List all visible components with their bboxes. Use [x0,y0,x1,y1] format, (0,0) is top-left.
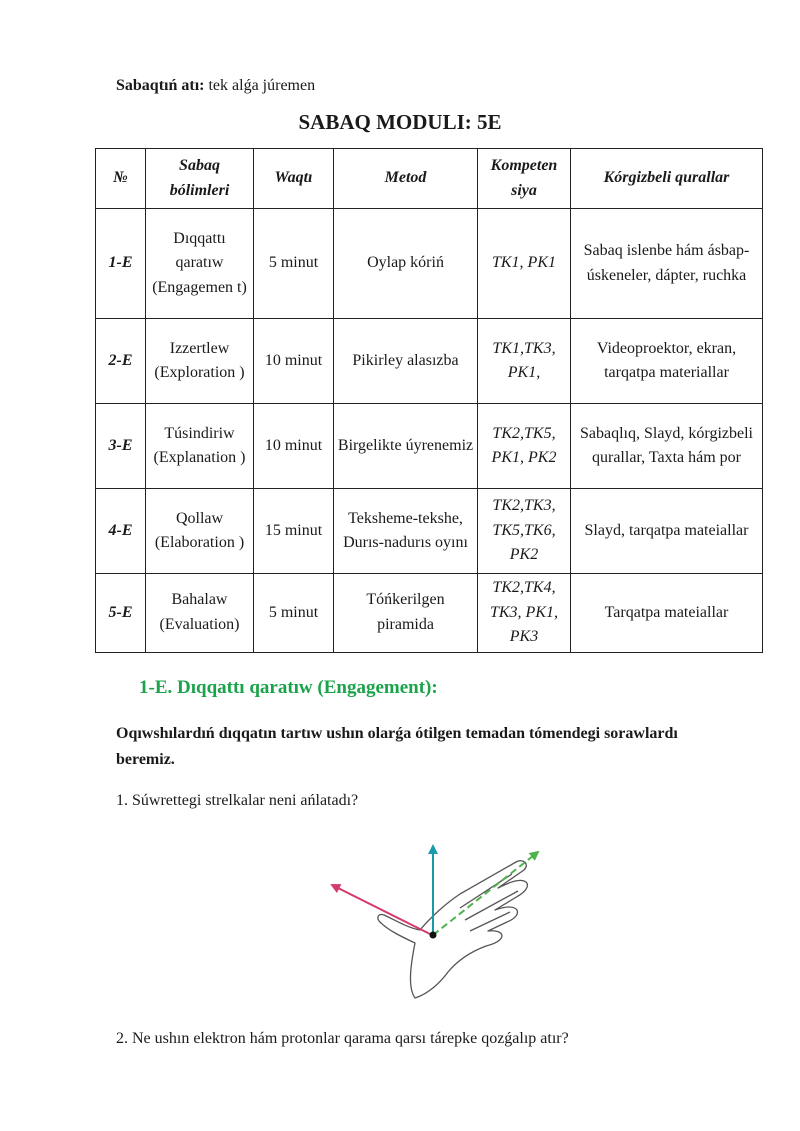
header-competency: Kompeten siya [478,149,571,209]
header-stages: Sabaq bólimleri [146,149,254,209]
lesson-name-label: Sabaqtıń atı: [116,77,205,94]
force-arrow [332,885,432,935]
question-1: 1. Súwrettegi strelkalar neni ańlatadı? [116,792,359,809]
lesson-name [116,77,315,95]
charge-point [430,932,437,939]
row-time: 10 minut [254,404,334,489]
table-row [96,209,763,319]
row-code: 2-E [96,319,146,404]
row-competency: TK2,TK3, TK5,TK6, PK2 [478,489,571,574]
header-materials: Kórgizbeli qurallar [571,149,763,209]
row-competency: TK2,TK4, TK3, PK1, PK3 [478,574,571,653]
row-materials: Sabaqlıq, Slayd, kórgizbeli qurallar, Taxta hám por [571,404,763,489]
row-method: Oylap kóriń [334,209,478,319]
left-hand-rule-illustration [320,838,550,1008]
row-code: 3-E [96,404,146,489]
row-time: 5 minut [254,209,334,319]
row-stage: Dıqqattı qaratıw (Engagemen t) [146,209,254,319]
row-method: Tóńkerilgen piramida [334,574,478,653]
row-time: 10 minut [254,319,334,404]
row-code: 4-E [96,489,146,574]
row-method: Birgelikte úyrenemiz [334,404,478,489]
module-title: SABAQ MODULI: 5E [298,110,502,134]
table-header-row [96,149,763,209]
row-time: 15 minut [254,489,334,574]
row-stage: Bahalaw (Evaluation) [146,574,254,653]
row-stage: Qollaw (Elaboration ) [146,489,254,574]
hand-outline [378,861,528,998]
table-row [96,489,763,574]
table-row [96,404,763,489]
header-method: Metod [334,149,478,209]
row-stage: Izzertlew (Exploration ) [146,319,254,404]
row-method: Teksheme-tekshe, Durıs-nadurıs oyını [334,489,478,574]
row-materials: Videoproektor, ekran, tarqatpa materiallar [571,319,763,404]
row-materials: Slayd, tarqatpa mateiallar [571,489,763,574]
table-row [96,319,763,404]
row-time: 5 minut [254,574,334,653]
row-code: 5-E [96,574,146,653]
lesson-plan-table [95,148,763,653]
table-row [96,574,763,653]
row-competency: TK1,TK3, PK1, [478,319,571,404]
row-materials: Sabaq islenbe hám ásbap-úskeneler, dápter, ruchka [571,209,763,319]
row-materials: Tarqatpa mateiallar [571,574,763,653]
row-competency: TK2,TK5, PK1, PK2 [478,404,571,489]
instruction-text: Oqıwshılardıń dıqqatın tartıw ushın olarǵa ótilgen temadan tómendegi sorawlardı beremiz. [116,725,678,768]
header-number: № [96,149,146,209]
row-competency: TK1, PK1 [478,209,571,319]
row-stage: Túsindiriw (Explanation ) [146,404,254,489]
question-2: 2. Ne ushın elektron hám protonlar qarama qarsı tárepke qozǵalıp atır? [116,1030,569,1047]
lesson-name-value: tek alǵa júremen [208,77,316,94]
row-code: 1-E [96,209,146,319]
row-method: Pikirley alasızba [334,319,478,404]
section-heading: 1-E. Dıqqattı qaratıw (Engagement): [139,677,438,698]
header-time: Waqtı [254,149,334,209]
